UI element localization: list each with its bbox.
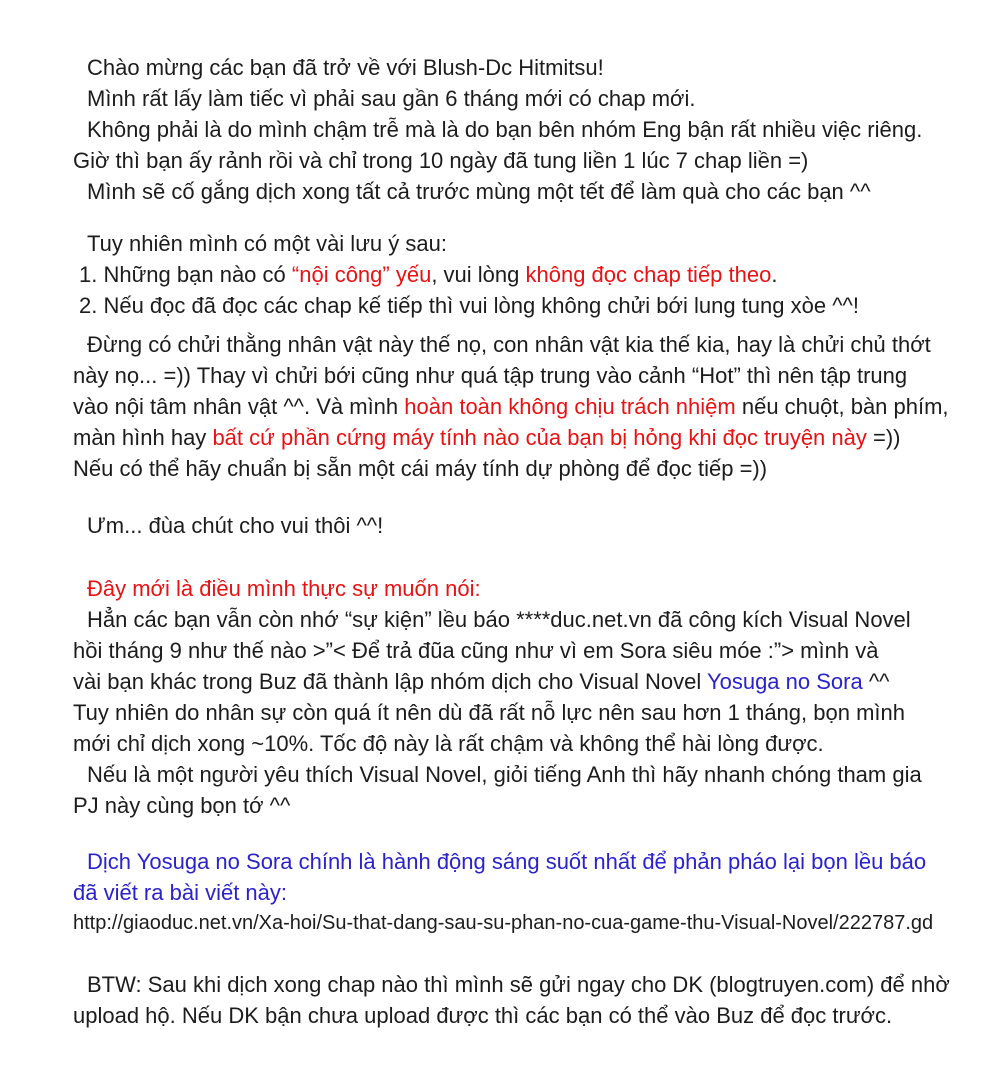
text-line <box>87 604 1000 635</box>
red-text-segment: hoàn toàn không chịu trách nhiệm <box>404 394 736 419</box>
text-segment: Không phải là do mình chậm trễ mà là do bạn bên nhóm Eng bận rất nhiều việc riêng. <box>87 117 923 142</box>
text-line <box>73 360 1000 391</box>
paragraph-counterattack <box>0 846 1000 939</box>
blue-text-segment: Dịch Yosuga no Sora chính là hành động sáng suốt nhất để phản pháo lại bọn lều báo <box>87 849 927 874</box>
text-line <box>73 877 1000 908</box>
text-segment: hồi tháng 9 như thế nào >”< Để trả đũa cũng như vì em Sora siêu móe :”> mình và <box>73 638 879 663</box>
text-segment: màn hình hay <box>73 425 213 450</box>
text-line <box>87 176 1000 207</box>
blue-text-segment: Yosuga no Sora <box>706 669 863 694</box>
text-segment: Mình rất lấy làm tiếc vì phải sau gần 6 tháng mới có chap mới. <box>87 86 696 111</box>
text-segment: Nếu có thể hãy chuẩn bị sẵn một cái máy tính dự phòng để đọc tiếp =)) <box>73 456 768 481</box>
paragraph-joke <box>0 510 1000 541</box>
text-segment: 2. Nếu đọc đã đọc các chap kế tiếp thì vui lòng không chửi bới lung tung xòe ^^! <box>79 293 859 318</box>
text-segment: =)) <box>866 425 901 450</box>
text-segment: Hẳn các bạn vẫn còn nhớ “sự kiện” lều báo ****duc.net.vn đã công kích Visual Novel <box>87 607 911 632</box>
text-line <box>87 969 1000 1000</box>
text-segment: mới chỉ dịch xong ~10%. Tốc độ này là rất chậm và không thể hài lòng được. <box>73 731 824 756</box>
text-segment: này nọ... =)) Thay vì chửi bới cũng như quá tập trung vào cảnh “Hot” thì nên tập trung <box>73 363 908 388</box>
text-segment: Tuy nhiên mình có một vài lưu ý sau: <box>87 231 447 256</box>
text-segment: Ưm... đùa chút cho vui thôi ^^! <box>87 513 384 538</box>
paragraph-welcome <box>0 52 1000 207</box>
red-text-segment: bất cứ phần cứng máy tính nào của bạn bị hỏng khi đọc truyện này <box>212 425 867 450</box>
text-segment: Mình sẽ cố gắng dịch xong tất cả trước mùng một tết để làm quà cho các bạn ^^ <box>87 179 871 204</box>
blue-text-segment: đã viết ra bài viết này: <box>73 880 288 905</box>
text-line <box>73 422 1000 453</box>
text-line-warning-1 <box>79 259 1000 290</box>
text-line <box>73 728 1000 759</box>
text-line <box>73 453 1000 484</box>
red-text-segment: không đọc chap tiếp theo <box>525 262 772 287</box>
paragraph-warnings <box>0 228 1000 321</box>
text-segment: BTW: Sau khi dịch xong chap nào thì mình sẽ gửi ngay cho DK (blogtruyen.com) để nhờ <box>87 972 950 997</box>
text-segment: Đừng có chửi thằng nhân vật này thế nọ, con nhân vật kia thế kia, hay là chửi chủ thớt <box>87 332 931 357</box>
red-text-segment: Đây mới là điều mình thực sự muốn nói: <box>87 576 481 601</box>
text-line-warning-2 <box>79 290 1000 321</box>
text-segment: Chào mừng các bạn đã trở về với Blush-Dc Hitmitsu! <box>87 55 604 80</box>
text-segment: ^^ <box>862 669 890 694</box>
red-text-segment: “nội công” yếu <box>291 262 432 287</box>
text-segment: http://giaoduc.net.vn/Xa-hoi/Su-that-dang-sau-su-phan-no-cua-game-thu-Visual-Novel/222787.gd <box>73 912 934 934</box>
text-segment: nếu chuột, bàn phím, <box>735 394 949 419</box>
text-segment: Giờ thì bạn ấy rảnh rồi và chỉ trong 10 ngày đã tung liền 1 lúc 7 chap liền =) <box>73 148 809 173</box>
text-segment: . <box>771 262 778 287</box>
text-line <box>73 666 1000 697</box>
paragraph-main-point <box>0 573 1000 821</box>
text-segment: upload hộ. Nếu DK bận chưa upload được thì các bạn có thể vào Buz để đọc trước. <box>73 1003 893 1028</box>
text-segment: Tuy nhiên do nhân sự còn quá ít nên dù đã rất nỗ lực nên sau hơn 1 tháng, bọn mình <box>73 700 905 725</box>
text-line <box>73 145 1000 176</box>
text-line <box>73 1000 1000 1031</box>
text-segment: 1. Những bạn nào có <box>79 262 292 287</box>
text-line <box>87 846 1000 877</box>
text-segment: Nếu là một người yêu thích Visual Novel, giỏi tiếng Anh thì hãy nhanh chóng tham gia <box>87 762 922 787</box>
text-line <box>87 114 1000 145</box>
text-line <box>87 52 1000 83</box>
text-line <box>73 635 1000 666</box>
text-line <box>87 759 1000 790</box>
text-line <box>87 228 1000 259</box>
section-heading <box>87 573 1000 604</box>
paragraph-disclaimer <box>0 329 1000 484</box>
text-line <box>87 510 1000 541</box>
text-segment: PJ này cùng bọn tớ ^^ <box>73 793 291 818</box>
text-line <box>87 83 1000 114</box>
text-line <box>73 790 1000 821</box>
text-line <box>73 697 1000 728</box>
paragraph-btw <box>0 969 1000 1031</box>
text-line <box>87 329 1000 360</box>
text-line <box>73 391 1000 422</box>
text-segment: vào nội tâm nhân vật ^^. Và mình <box>73 394 405 419</box>
article-url <box>73 908 1000 939</box>
text-segment: , vui lòng <box>431 262 526 287</box>
text-segment: vài bạn khác trong Buz đã thành lập nhóm dịch cho Visual Novel <box>73 669 707 694</box>
